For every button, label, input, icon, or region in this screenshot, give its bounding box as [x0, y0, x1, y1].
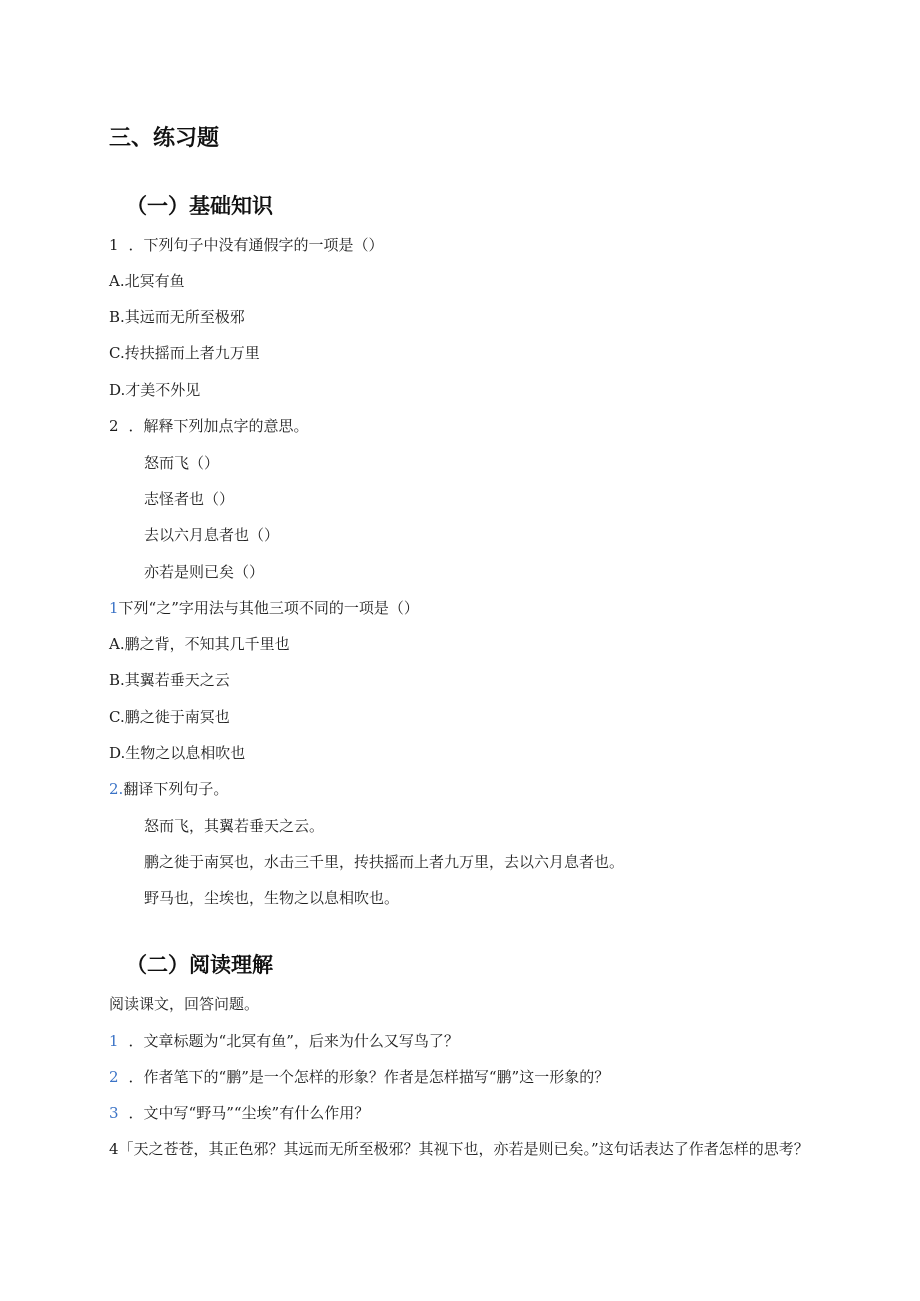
question-4 — [109, 779, 228, 799]
option-text: 其翼若垂天之云 — [124, 671, 230, 689]
option-text: 才美不外见 — [125, 381, 201, 399]
reading-question-3 — [109, 1103, 369, 1123]
question-text: ．作者笔下的“鹏”是一个怎样的形象？作者是怎样描写“鹏”这一形象的？ — [128, 1068, 610, 1086]
list-item: 野马也，尘埃也，生物之以息相吹也。 — [144, 889, 400, 907]
reading-intro: 阅读课文，回答问题。 — [109, 995, 260, 1013]
reading-question-1 — [109, 1031, 459, 1051]
question-text: ．解释下列加点字的意思。 — [128, 417, 309, 435]
option-b — [109, 670, 230, 690]
option-b — [109, 307, 245, 327]
option-letter: C. — [109, 344, 125, 362]
option-text: 抟扶摇而上者九万里 — [124, 344, 260, 362]
option-letter: A. — [109, 635, 125, 653]
option-c — [109, 707, 230, 727]
option-text: 鹏之徙于南冥也 — [124, 708, 230, 726]
question-text: ．下列句子中没有通假字的一项是（） — [128, 236, 384, 254]
option-letter: D. — [109, 744, 126, 762]
question-number: 1 — [109, 599, 119, 617]
option-c — [109, 343, 260, 363]
list-item: 怒而飞，其翼若垂天之云。 — [144, 817, 325, 835]
option-a — [109, 271, 185, 291]
list-item: 去以六月息者也（） — [144, 526, 280, 544]
list-item: 志怪者也（） — [144, 490, 235, 508]
part2-title: （二）阅读理解 — [126, 953, 273, 977]
option-text: 鹏之背，不知其几千里也 — [124, 635, 290, 653]
question-text: 下列“之”字用法与其他三项不同的一项是（） — [118, 599, 419, 617]
question-3 — [109, 598, 419, 618]
question-2 — [109, 416, 309, 436]
option-letter: A. — [109, 272, 125, 290]
question-number: 2. — [109, 780, 124, 798]
list-item: 亦若是则已矣（） — [144, 563, 265, 581]
option-d — [109, 380, 200, 400]
question-number: 1 — [109, 236, 119, 254]
question-number: 1 — [109, 1032, 119, 1050]
option-text: 其远而无所至极邪 — [124, 308, 245, 326]
list-item: 鹏之徙于南冥也，水击三千里，抟扶摇而上者九万里，去以六月息者也。 — [144, 853, 625, 871]
option-a — [109, 634, 290, 654]
option-letter: B. — [109, 671, 125, 689]
question-number: 3 — [109, 1104, 119, 1122]
option-letter: B. — [109, 308, 125, 326]
reading-question-4 — [109, 1135, 825, 1164]
question-number: 4 — [109, 1140, 119, 1158]
question-text: ．文章标题为“北冥有鱼”，后来为什么又写鸟了？ — [128, 1032, 459, 1050]
option-letter: D. — [109, 381, 126, 399]
question-text: 「天之苍苍，其正色邪？其远而无所至极邪？其视下也，亦若是则已矣。”这句话表达了作者怎样的思考？ — [118, 1140, 809, 1158]
list-item: 怒而飞（） — [144, 454, 220, 472]
option-text: 北冥有鱼 — [124, 272, 185, 290]
question-text: 翻译下列句子。 — [123, 780, 229, 798]
reading-question-2 — [109, 1067, 609, 1087]
section-title: 三、练习题 — [109, 126, 220, 151]
question-text: ．文中写“野马”“尘埃”有什么作用？ — [128, 1104, 370, 1122]
question-1 — [109, 235, 384, 255]
option-d — [109, 743, 245, 763]
question-number: 2 — [109, 1068, 119, 1086]
part1-title: （一）基础知识 — [126, 194, 273, 218]
option-text: 生物之以息相吹也 — [125, 744, 246, 762]
option-letter: C. — [109, 708, 125, 726]
question-number: 2 — [109, 417, 119, 435]
